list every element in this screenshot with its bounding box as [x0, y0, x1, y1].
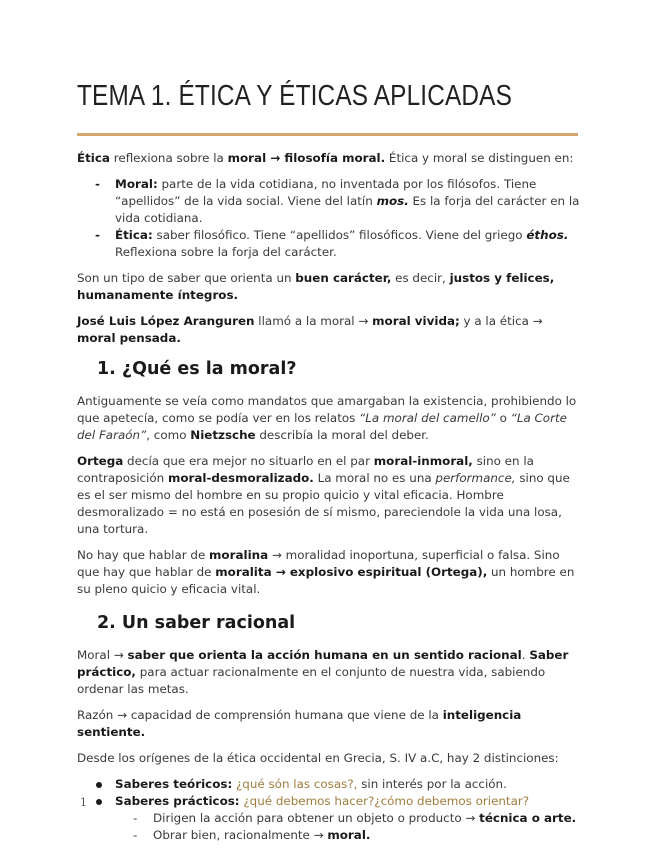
knowledge-list: [77, 776, 581, 810]
body-paragraph: Razón → capacidad de comprensión humana que viene de la inteligencia sentiente.: [77, 708, 522, 739]
body-paragraph: Ortega decía que era mejor no situarlo en el par moral-inmoral, sino en la contraposición moral-desmoralizado. La moral no es una performance, sino que es el ser mismo del hombre en su propio quicio y vital eficacia. Hombre desmoralizado = no está en posesión de sí mismo, pareciendole la vida una losa, una tortura.: [77, 454, 570, 536]
title-divider: [77, 133, 578, 136]
page-title: TEMA 1. ÉTICA Y ÉTICAS APLICADAS: [77, 80, 513, 112]
intro-paragraph: Son un tipo de saber que orienta un buen carácter, es decir, justos y felices, humanamente íntegros.: [77, 271, 555, 302]
list-item: - Obrar bien, racionalmente → moral.: [133, 828, 371, 842]
body-paragraph: Desde los orígenes de la ética occidental en Grecia, S. IV a.C, hay 2 distinciones:: [77, 751, 559, 765]
dash-marker: -: [133, 828, 138, 842]
dash-marker: -: [95, 228, 100, 242]
sub-list: [77, 810, 581, 844]
dash-marker: -: [133, 811, 138, 825]
list-item: Saberes prácticos: ¿qué debemos hacer?¿cómo debemos orientar?: [77, 793, 581, 810]
intro-paragraph: Ética reflexiona sobre la moral → filosofía moral. Ética y moral se distinguen en:: [77, 151, 574, 165]
list-item: - Dirigen la acción para obtener un objeto o producto → técnica o arte.: [133, 811, 577, 825]
body-paragraph: No hay que hablar de moralina → moralidad inoportuna, superficial o falsa. Sino que hay que hablar de moralita → explosivo espiritual (Ortega), un hombre en su pleno quicio y eficacia vital.: [77, 548, 575, 596]
intro-paragraph: José Luis López Aranguren llamó a la moral → moral vivida; y a la ética → moral pensada.: [77, 314, 543, 345]
list-item: Saberes teóricos: ¿qué són las cosas?, sin interés por la acción.: [77, 776, 581, 793]
list-item: - Moral: parte de la vida cotidiana, no inventada por los filósofos. Tiene “apellidos” de la vida social. Viene del latín mos. Es la forja del carácter en la vida cotidiana.: [95, 177, 580, 225]
page-number: 1: [80, 796, 87, 809]
section-heading: 1. ¿Qué es la moral?: [97, 359, 297, 379]
body-paragraph: Antiguamente se veía como mandatos que amargaban la existencia, prohibiendo lo que apetecía, como se podía ver en los relatos “La moral del camello” o “La Corte del Faraón”, como Nietzsche describía la moral del deber.: [77, 394, 577, 442]
section-heading: 2. Un saber racional: [97, 613, 296, 633]
list-item: - Ética: saber filosófico. Tiene “apellidos” filosóficos. Viene del griego éthos. Reflexiona sobre la forja del carácter.: [95, 228, 569, 259]
definition-list: [77, 176, 581, 261]
bullet-marker: [96, 782, 102, 788]
bullet-marker: [96, 799, 102, 805]
document-body: [77, 150, 581, 844]
body-paragraph: Moral → saber que orienta la acción humana en un sentido racional. Saber práctico, para actuar racionalmente en el conjunto de nuestra vida, sabiendo ordenar las metas.: [77, 648, 569, 696]
dash-marker: -: [95, 177, 100, 191]
